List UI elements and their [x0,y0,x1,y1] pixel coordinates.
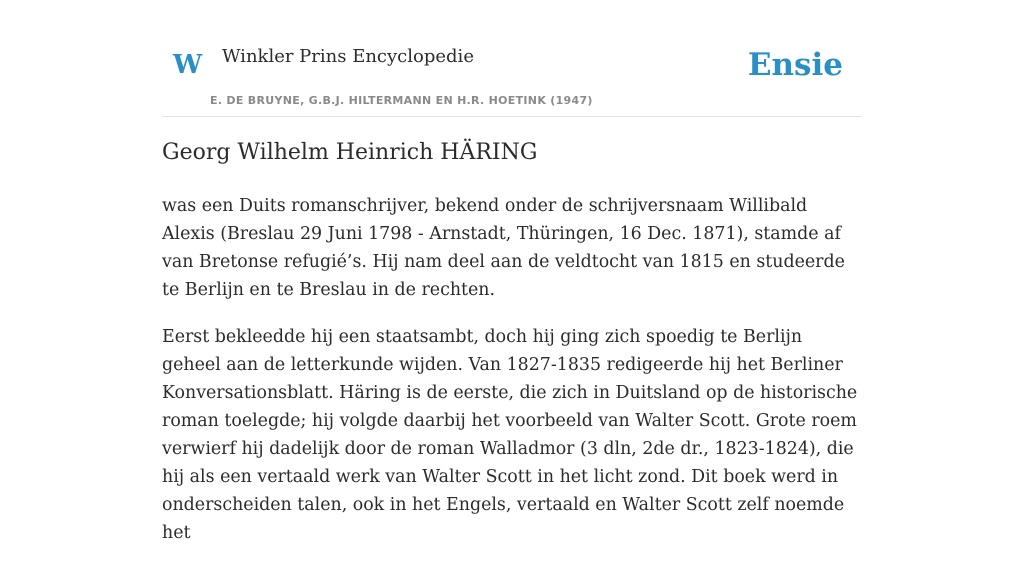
ensie-logo[interactable]: Ensie [747,47,843,83]
winkler-prins-logo-icon[interactable]: W [173,50,203,80]
article-paragraph: was een Duits romanschrijver, bekend onder de schrijversnaam Willibald Alexis (Breslau 29 Juni 1798 - Arnstadt, Thüringen, 16 Dec. 1871), stamde af van Bretonse refugié’s. Hij nam deel aan de veldtocht van 1815 en studeerde te Berlijn en te Breslau in de rechten. [162,196,845,300]
article-title: Georg Wilhelm Heinrich HÄRING [162,140,538,165]
encyclopedia-authors: E. DE BRUYNE, G.B.J. HILTERMANN EN H.R. HOETINK (1947) [210,94,593,107]
article-body [162,192,862,566]
article-paragraph: Eerst bekleedde hij een staatsambt, doch hij ging zich spoedig te Berlijn geheel aan de letterkunde wijden. Van 1827-1835 redigeerde hij het Berliner Konversationsblatt. Häring is de eerste, die zich in Duitsland op de historische roman toelegde; hij volgde daarbij het voorbeeld van Walter Scott. Grote roem verwierf hij dadelijk door de roman Walladmor (3 dln, 2de dr., 1823-1824), die hij als een vertaald werk van Walter Scott in het licht zond. Dit boek werd in onderscheiden talen, ook in het Engels, vertaald en Walter Scott zelf noemde het [162,327,858,543]
header [162,0,862,117]
encyclopedia-title[interactable]: Winkler Prins Encyclopedie [222,46,474,67]
